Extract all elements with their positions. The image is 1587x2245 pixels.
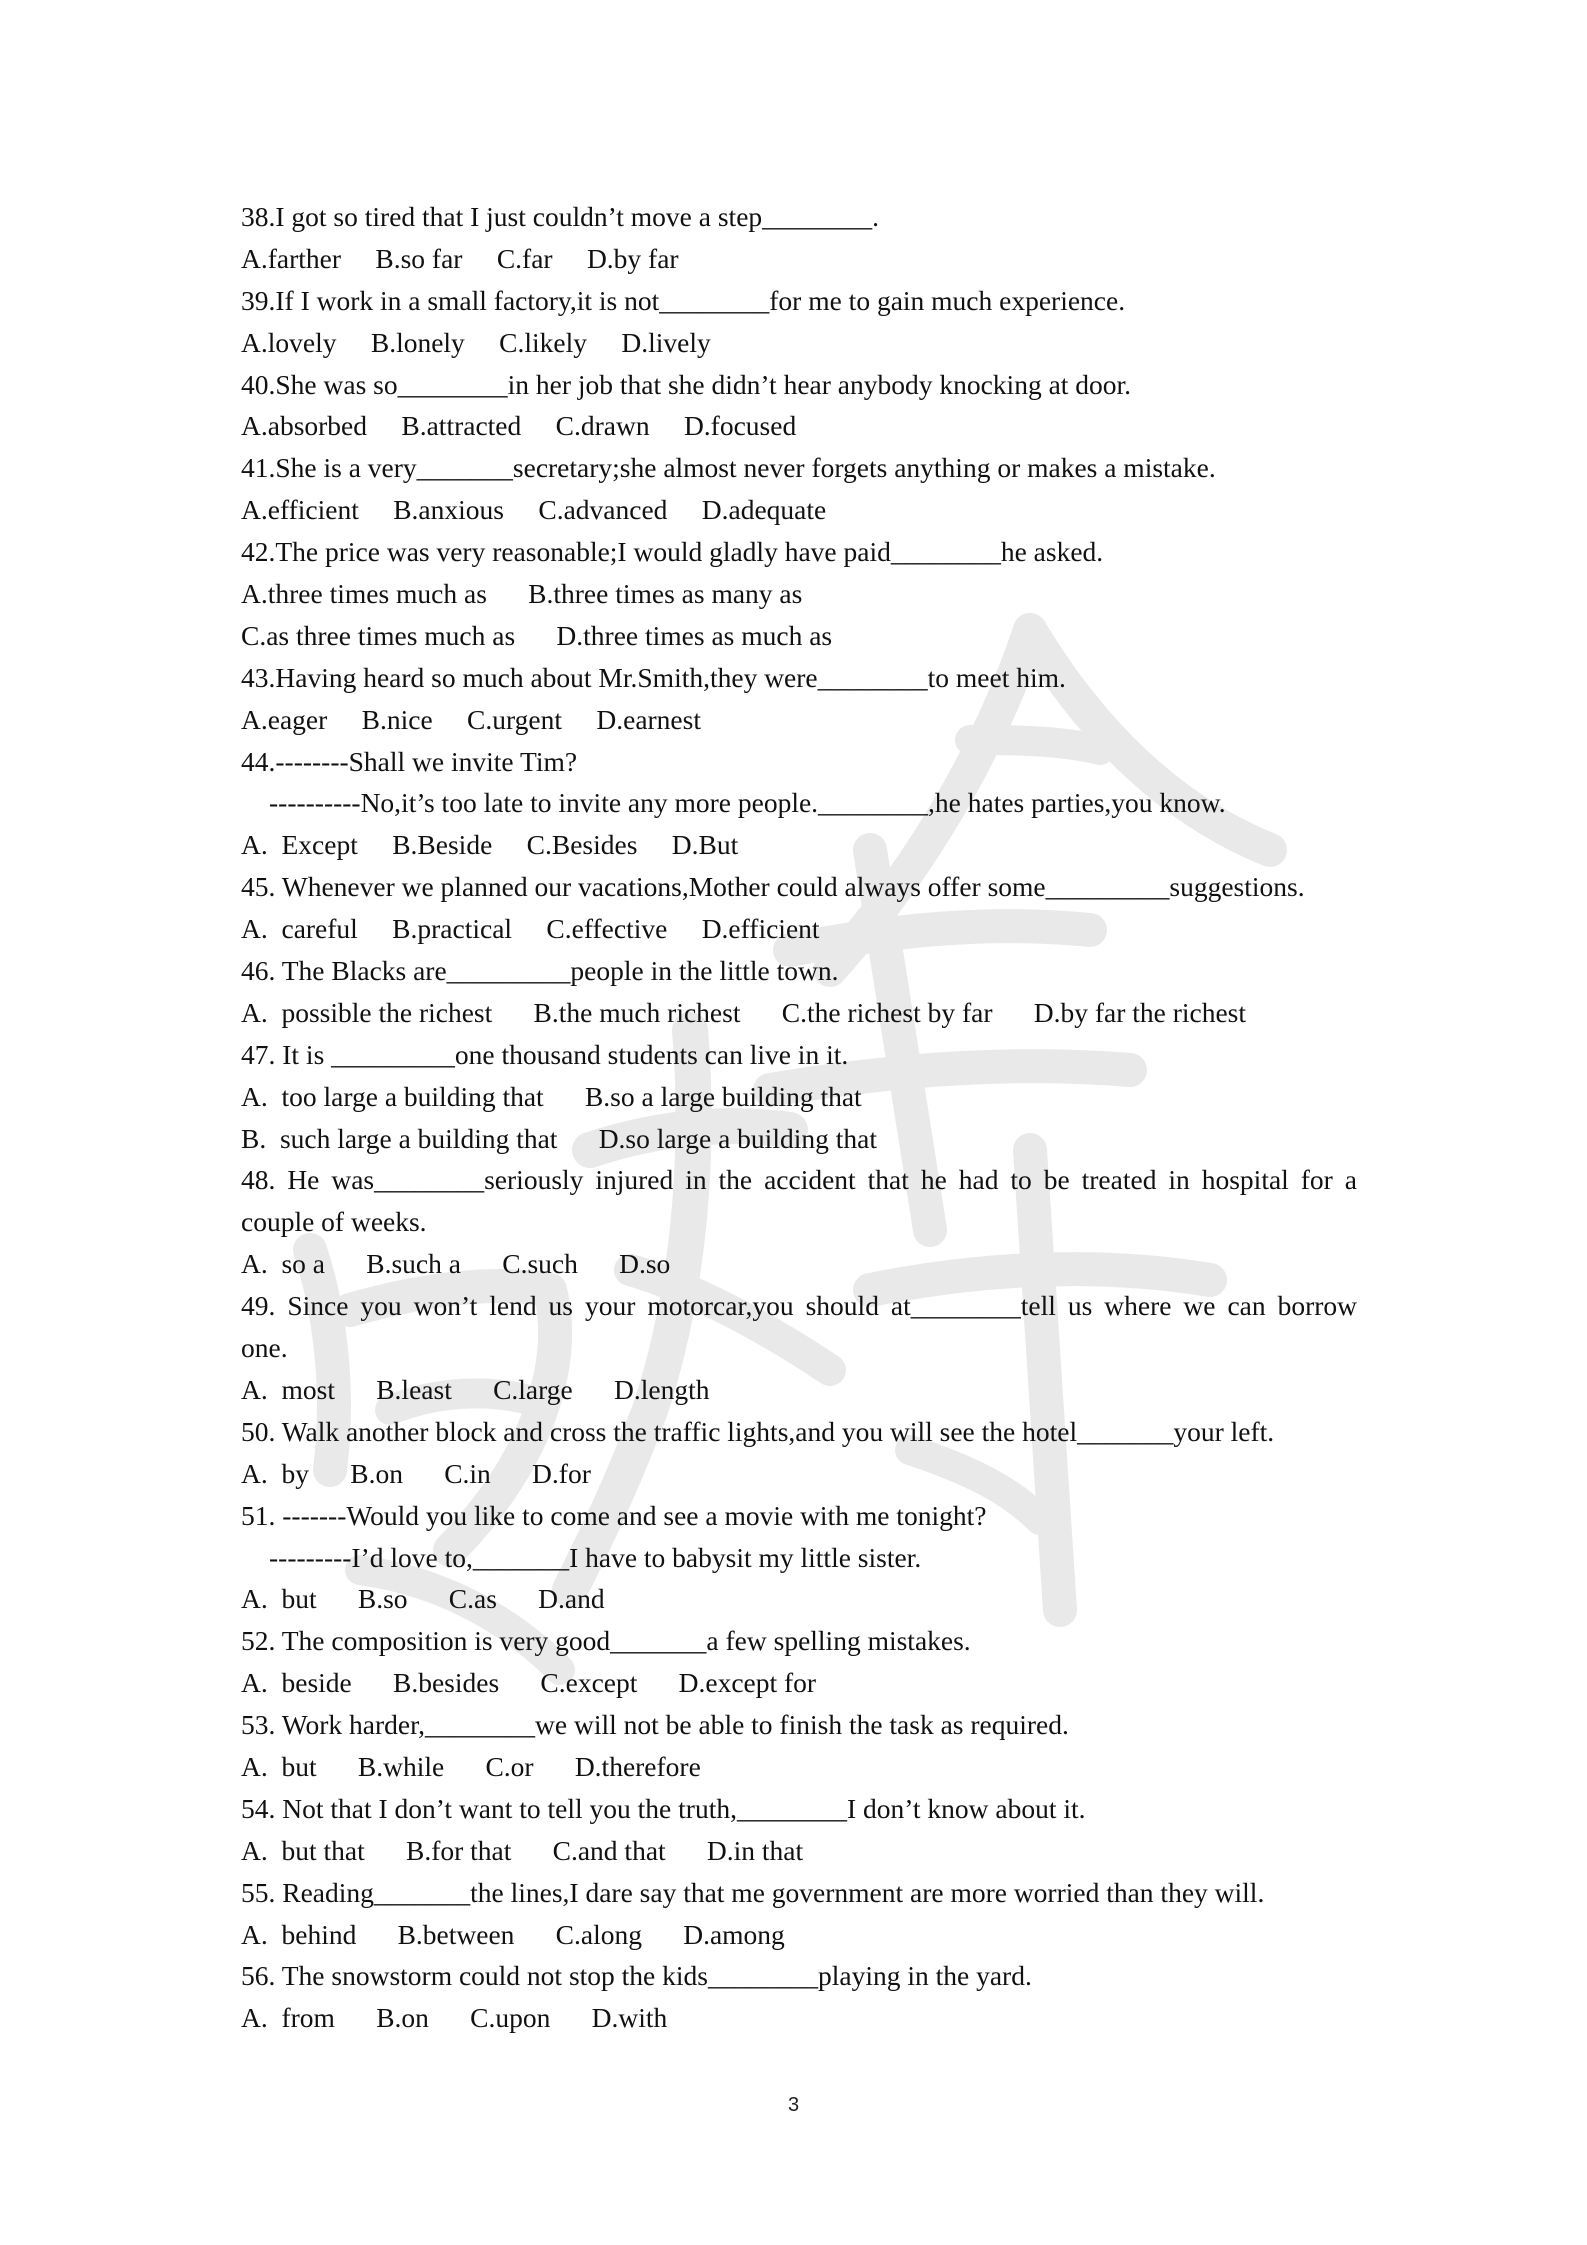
options-56: A. from B.on C.upon D.with (241, 2002, 668, 2034)
options-45: A. careful B.practical C.effective D.efficient (241, 913, 820, 945)
options-54: A. but that B.for that C.and that D.in that (241, 1834, 804, 1866)
question-49-cont: one. (241, 1332, 288, 1364)
question-54: 54. Not that I don’t want to tell you the truth,________I don’t know about it. (241, 1792, 1086, 1824)
question-42: 42.The price was very reasonable;I would gladly have paid________he asked. (241, 536, 1104, 568)
options-42-ab: A.three times much as B.three times as many as (241, 578, 803, 610)
question-39: 39.If I work in a small factory,it is not________for me to gain much experience. (241, 284, 1126, 316)
question-44: 44.--------Shall we invite Tim? (241, 745, 578, 777)
question-48-cont: couple of weeks. (241, 1206, 427, 1238)
question-52: 52. The composition is very good_______a few spelling mistakes. (241, 1625, 971, 1657)
question-41: 41.She is a very_______secretary;she almost never forgets anything or makes a mistake. (241, 452, 1216, 484)
question-43: 43.Having heard so much about Mr.Smith,they were________to meet him. (241, 661, 1066, 693)
options-52: A. beside B.besides C.except D.except for (241, 1667, 817, 1699)
question-51: 51. -------Would you like to come and see a movie with me tonight? (241, 1499, 987, 1531)
options-46: A. possible the richest B.the much richest C.the richest by far D.by far the richest (241, 996, 1247, 1028)
options-51: A. but B.so C.as D.and (241, 1583, 605, 1615)
options-38: A.farther B.so far C.far D.by far (241, 242, 679, 274)
options-47-ab: A. too large a building that B.so a large building that (241, 1080, 862, 1112)
options-39: A.lovely B.lonely C.likely D.lively (241, 326, 711, 358)
question-46: 46. The Blacks are_________people in the little town. (241, 955, 839, 987)
question-47: 47. It is _________one thousand students can live in it. (241, 1038, 849, 1070)
question-40: 40.She was so________in her job that she didn’t hear anybody knocking at door. (241, 368, 1132, 400)
question-list (241, 196, 1357, 2039)
question-45: 45. Whenever we planned our vacations,Mother could always offer some_________suggestions. (241, 871, 1305, 903)
question-51-reply: ---------I’d love to,_______I have to babysit my little sister. (269, 1541, 922, 1573)
page-number: 3 (787, 2094, 800, 2116)
options-44: A. Except B.Beside C.Besides D.But (241, 829, 739, 861)
options-53: A. but B.while C.or D.therefore (241, 1750, 701, 1782)
options-43: A.eager B.nice C.urgent D.earnest (241, 703, 701, 735)
options-49: A. most B.least C.large D.length (241, 1373, 710, 1405)
options-55: A. behind B.between C.along D.among (241, 1918, 785, 1950)
options-48: A. so a B.such a C.such D.so (241, 1248, 671, 1280)
options-42-cd: C.as three times much as D.three times as much as (241, 619, 833, 651)
question-49: 49. Since you won’t lend us your motorcar,you should at________tell us where we can borrow (241, 1290, 1357, 1322)
question-44-reply: ----------No,it’s too late to invite any more people.________,he hates parties,you know. (269, 787, 1226, 819)
question-53: 53. Work harder,________we will not be able to finish the task as required. (241, 1709, 1069, 1741)
question-38: 38.I got so tired that I just couldn’t move a step________. (241, 201, 880, 232)
question-50: 50. Walk another block and cross the traffic lights,and you will see the hotel_______your left. (241, 1415, 1275, 1447)
question-55: 55. Reading_______the lines,I dare say that me government are more worried than they will. (241, 1876, 1265, 1908)
options-40: A.absorbed B.attracted C.drawn D.focused (241, 410, 797, 442)
options-47-bd: B. such large a building that D.so large a building that (241, 1122, 877, 1154)
options-50: A. by B.on C.in D.for (241, 1457, 591, 1489)
options-41: A.efficient B.anxious C.advanced D.adequate (241, 494, 827, 526)
question-48: 48. He was________seriously injured in the accident that he had to be treated in hospital for a (241, 1164, 1357, 1196)
question-56: 56. The snowstorm could not stop the kids________playing in the yard. (241, 1960, 1032, 1992)
